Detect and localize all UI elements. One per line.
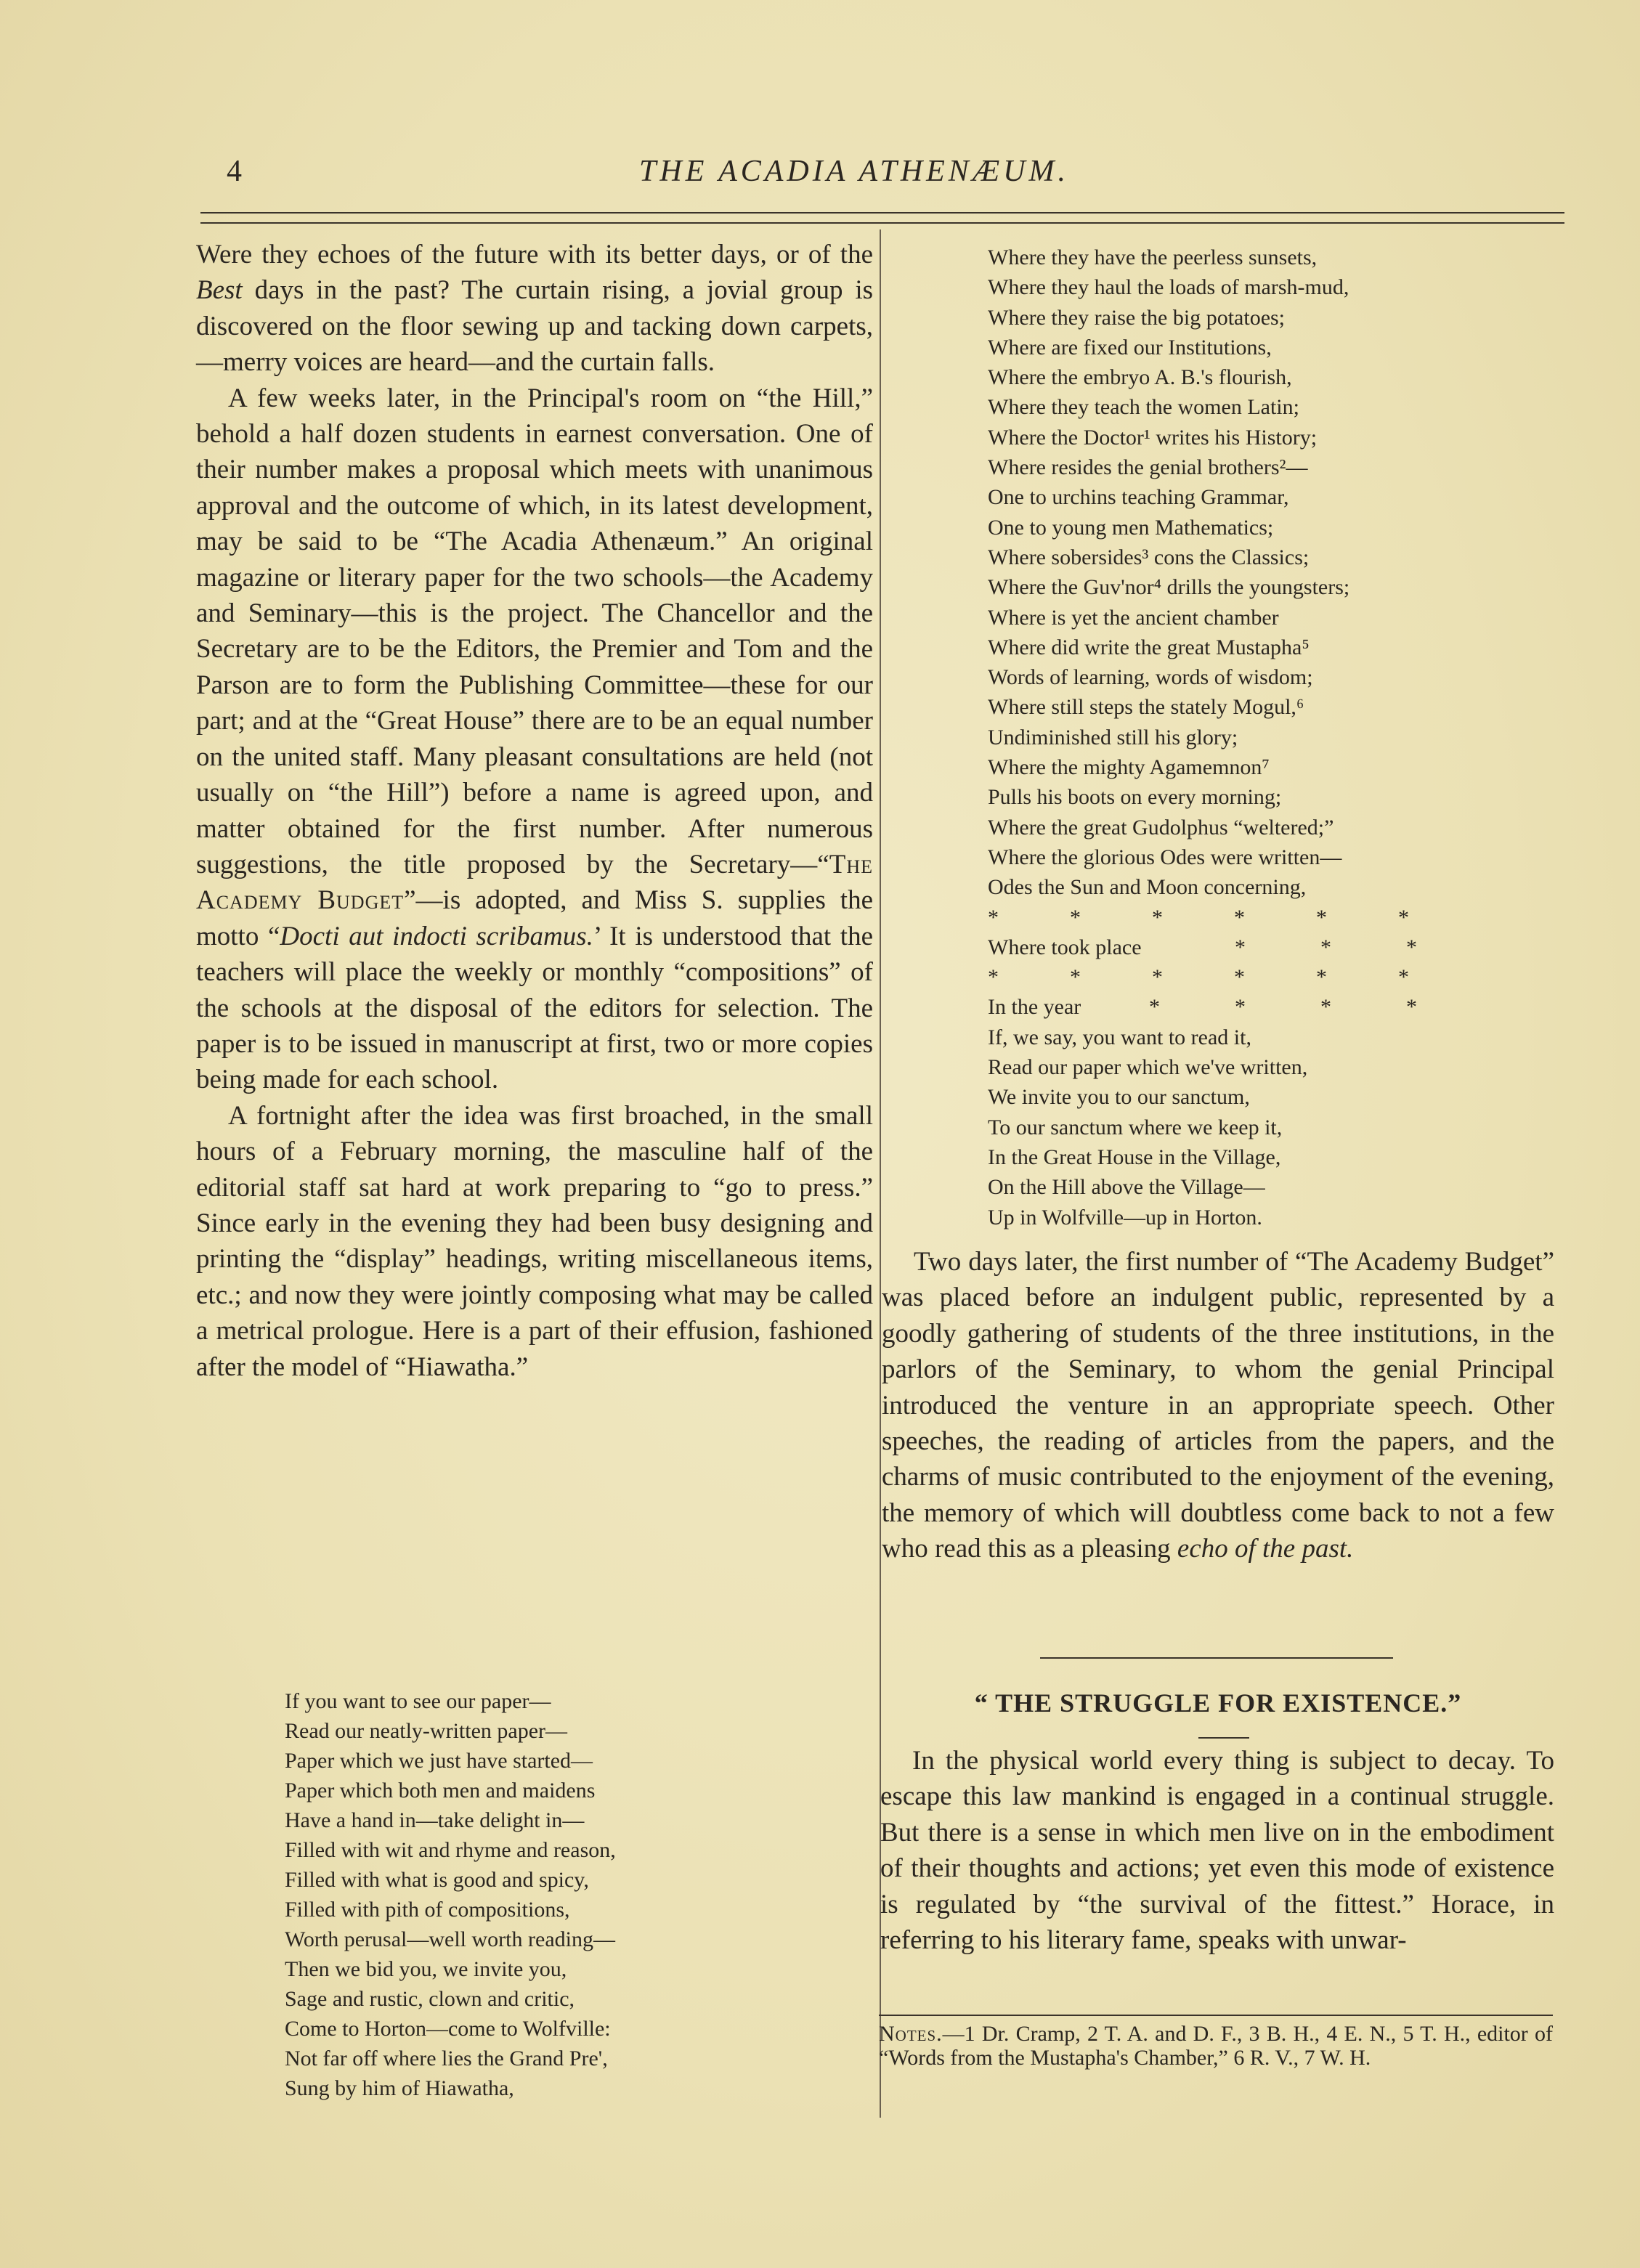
poem-line: One to young men Mathematics;: [988, 515, 1274, 540]
running-head: THE ACADIA ATHENÆUM.: [639, 155, 1069, 188]
poem-line: Where the glorious Odes were written—: [988, 845, 1342, 869]
poem-line: Sage and rustic, clown and critic,: [285, 1987, 575, 2011]
poem-line: Sung by him of Hiawatha,: [285, 2076, 514, 2100]
poem-line: Up in Wolfville—up in Horton.: [988, 1205, 1262, 1229]
poem-line: Where they teach the women Latin;: [988, 395, 1299, 420]
poem-line: Words of learning, words of wisdom;: [988, 665, 1313, 690]
title-rule: [1198, 1737, 1249, 1739]
italic-text: Best: [196, 275, 243, 306]
asterism: *: [1235, 995, 1246, 1020]
small-caps-text: The Academy Budget: [196, 849, 873, 916]
where-took-place-line: [988, 932, 1540, 962]
notes-label: Notes.: [879, 2022, 943, 2046]
article-paragraph: In the physical world every thing is subject to decay. To escape this law mankind is engaged in a continual struggle. But there is a sense in which men live on in the embodiment of their thoughts and actions; yet even this mode of existence is regulated by “the survival of the fittest.” Horace, in referring to his literary fame, speaks with unwar-: [880, 1746, 1554, 1956]
asterism: *: [1235, 935, 1246, 959]
poem-line: Where still steps the stately Mogul,⁶: [988, 695, 1304, 720]
poem-line: Filled with pith of compositions,: [285, 1898, 570, 1922]
poem-line: Where the mighty Agamemnon⁷: [988, 755, 1270, 780]
asterism: *: [1316, 965, 1327, 990]
article-title: “ THE STRUGGLE FOR EXISTENCE.”: [974, 1688, 1462, 1718]
poem-line: Odes the Sun and Moon concerning,: [988, 875, 1307, 900]
poem-line: We invite you to our sanctum,: [988, 1085, 1250, 1110]
poem-line: Worth perusal—well worth reading—: [285, 1927, 615, 1951]
paragraph: Two days later, the first number of “The Academy Budget” was placed before an indulgent public, represented by a goodly gathering of students of the three institutions, in the parlors of the Seminary, to whom the genial Principal introduced the venture in an appropriate speech. Other speeches, the reading of articles from the papers, and the charms of music contributed to the enjoyment of the evening, the memory of which will doubtless come back to not a few who read this as a pleasing echo of the past.: [882, 1247, 1554, 1564]
poem-line: Where resides the genial brothers²—: [988, 455, 1308, 480]
header-rule-bottom: [200, 222, 1564, 224]
poem-line: Read our neatly-written paper—: [285, 1719, 568, 1743]
section-rule: [1040, 1657, 1393, 1659]
poem-line: Where are fixed our Institutions,: [988, 335, 1272, 359]
paragraph: A few weeks later, in the Principal's room on “the Hill,” behold a half dozen students in earnest conversation. One of their number makes a proposal which meets with unanimous approval and the outcome of which, in its latest development, may be said to be “The Acadia Athenæum.” An original magazine or literary paper for the two schools—the Academy and Seminary—this is the project. The Chancellor and the Secretary are to be the Editors, the Premier and Tom and the Parson are to form the Publishing Committee—these for our part; and at the “Great House” there are to be an equal number on the united staff. Many pleasant consultations are held (not usually on “the Hill”) before a name is agreed upon, and matter obtained for the first number. After numerous suggestions, the title proposed by the Secretary—“The Academy Budget”—is adopted, and Miss S. supplies the motto “Docti aut indocti scribamus.’ It is understood that the teachers will place the weekly or monthly “compositions” of the schools at the disposal of the editors for selection. The paper is to be issued in manuscript at first, two or more copies being made for each school.: [196, 383, 874, 1095]
asterism: *: [1316, 905, 1327, 930]
poem-line: To our sanctum where we keep it,: [988, 1115, 1283, 1139]
poem-line: Where the embryo A. B.'s flourish,: [988, 365, 1292, 390]
notes-text: —1 Dr. Cramp, 2 T. A. and D. F., 3 B. H., 4 E. N., 5 T. H., editor of “Words from the Mustapha's Chamber,” 6 R. V., 7 W. H.: [879, 2022, 1553, 2070]
asterism: *: [1320, 935, 1331, 959]
poem-line: Come to Horton—come to Wolfville:: [285, 2017, 611, 2041]
poem-line: Read our paper which we've written,: [988, 1055, 1308, 1080]
asterism: *: [1320, 995, 1331, 1020]
poem-part-a: [988, 243, 1540, 903]
poem-line: Where they haul the loads of marsh-mud,: [988, 275, 1349, 300]
poem-line: Paper which we just have started—: [285, 1749, 593, 1773]
asterism: *: [1070, 965, 1081, 990]
right-column-poem: [988, 243, 1540, 1232]
poem-line: Where the great Gudolphus “weltered;”: [988, 815, 1334, 840]
asterism: *: [1406, 935, 1417, 959]
left-column-poem: [285, 1686, 808, 2103]
italic-text: Docti aut indocti scribamus.: [280, 921, 593, 951]
paragraph: Were they echoes of the future with its better days, or of the Best days in the past? The curtain rising, a jovial group is discovered on the floor sewing up and tacking down carpets,—merry voices are heard—and the curtain falls.: [196, 240, 873, 378]
asterism-row-1: [988, 903, 1409, 932]
poem-line: Then we bid you, we invite you,: [285, 1957, 567, 1981]
left-column-prose: [196, 237, 873, 1385]
poem-line: Where did write the great Mustapha⁵: [988, 635, 1310, 659]
asterism: *: [988, 965, 999, 990]
asterism: *: [1152, 905, 1163, 930]
poem-line: If, we say, you want to read it,: [988, 1025, 1251, 1049]
poem-line: Paper which both men and maidens: [285, 1779, 596, 1802]
poem-line: Where sobersides³ cons the Classics;: [988, 545, 1310, 569]
poem-line: Where the Guv'nor⁴ drills the youngsters;: [988, 575, 1350, 600]
poem-line: Undiminished still his glory;: [988, 725, 1238, 749]
poem-line: Where is yet the ancient chamber: [988, 605, 1279, 630]
asterism: *: [1149, 995, 1160, 1020]
paragraph: A fortnight after the idea was first broached, in the small hours of a February morning, the masculine half of the editorial staff sat hard at work preparing to “go to press.” Since early in the evening they had been busy designing and printing the “display” headings, writing miscellaneous items, etc.; and now they were jointly composing what may be called a metrical prologue. Here is a part of their effusion, fashioned after the model of “Hiawatha.”: [196, 1100, 873, 1382]
in-the-year-line: [988, 992, 1540, 1022]
notes-rule: [879, 2015, 1553, 2016]
asterism-row-2: [988, 962, 1409, 992]
poem-line: On the Hill above the Village—: [988, 1175, 1265, 1200]
poem-line: Where they have the peerless sunsets,: [988, 245, 1318, 269]
poem-line: Pulls his boots on every morning;: [988, 785, 1282, 810]
poem-line: Have a hand in—take delight in—: [285, 1808, 585, 1832]
page-number: 4: [227, 155, 242, 188]
asterism: *: [1152, 965, 1163, 990]
poem-line: If you want to see our paper—: [285, 1689, 551, 1713]
asterism: *: [1070, 905, 1081, 930]
poem-line: Where the Doctor¹ writes his History;: [988, 425, 1318, 450]
article-body: [880, 1743, 1554, 1958]
poem-part-b: [988, 1023, 1540, 1232]
in-the-year-label: In the year: [988, 995, 1081, 1020]
right-column-prose: [882, 1244, 1554, 1567]
poem-line: One to urchins teaching Grammar,: [988, 485, 1289, 510]
footnotes: [879, 2022, 1553, 2070]
where-took-place-label: Where took place: [988, 935, 1142, 959]
poem-line: Where they raise the big potatoes;: [988, 305, 1286, 330]
italic-text: echo of the past.: [1177, 1534, 1354, 1564]
poem-line: Not far off where lies the Grand Pre',: [285, 2047, 608, 2070]
asterism: *: [1234, 965, 1245, 990]
asterism: *: [1406, 995, 1417, 1020]
poem-line: Filled with what is good and spicy,: [285, 1868, 589, 1892]
asterism: *: [1398, 905, 1409, 930]
poem-line: Filled with wit and rhyme and reason,: [285, 1838, 616, 1862]
poem-line: In the Great House in the Village,: [988, 1145, 1281, 1169]
header-rule-top: [200, 212, 1564, 214]
asterism: *: [988, 905, 999, 930]
asterism: *: [1398, 965, 1409, 990]
asterism: *: [1234, 905, 1245, 930]
